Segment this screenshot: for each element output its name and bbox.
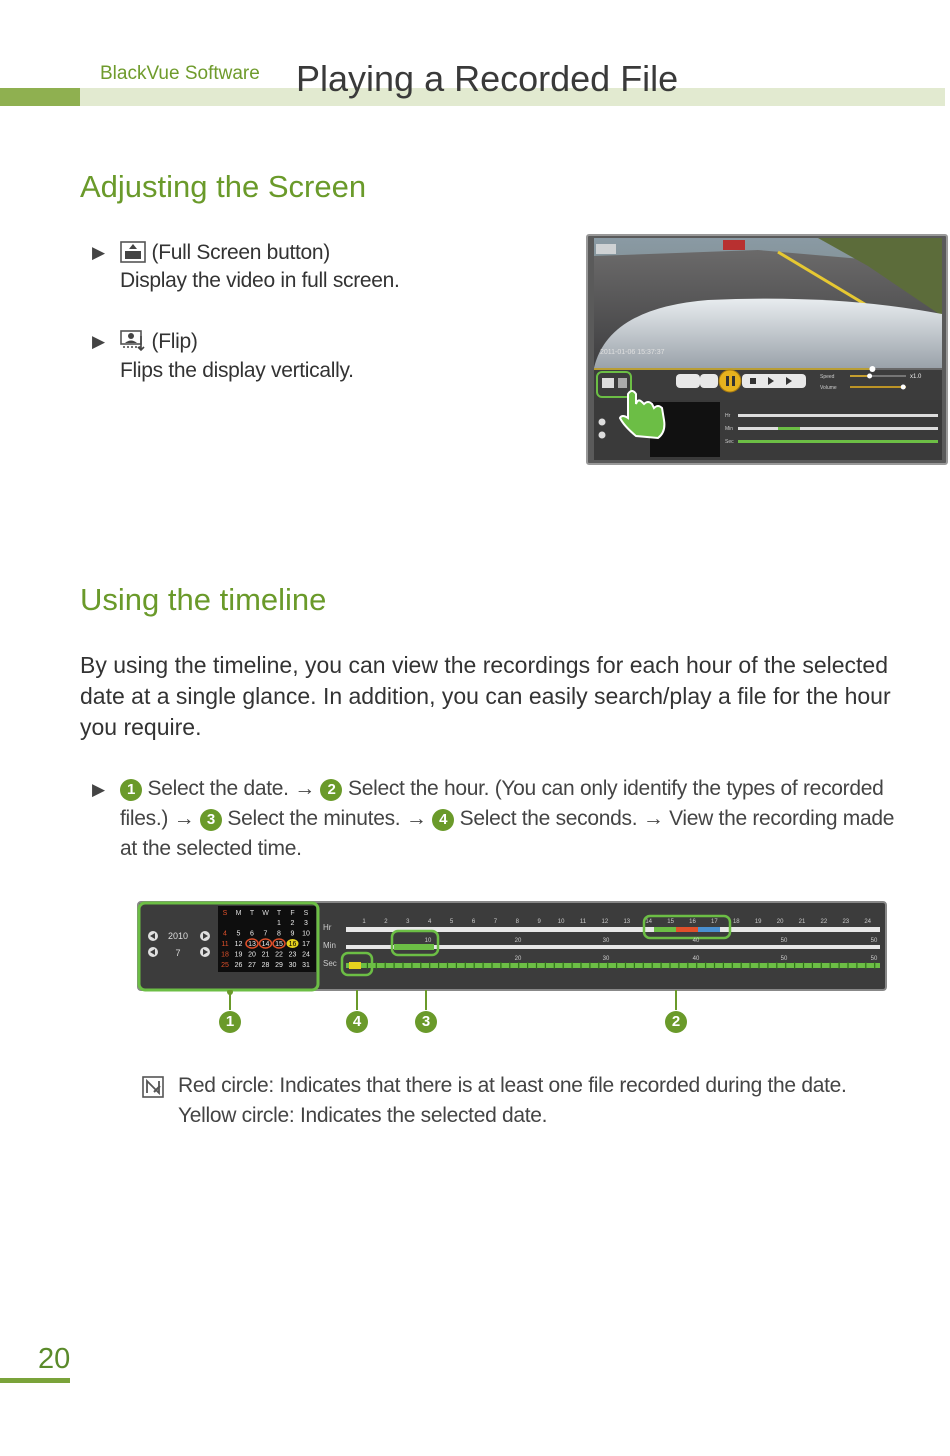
steps-line3: at the selected time. — [120, 837, 302, 860]
second-label: 30 — [602, 956, 610, 962]
calendar-day[interactable]: 28 — [261, 962, 270, 969]
bullet-arrow-icon: ▶ — [92, 780, 106, 799]
hour-label: 2 — [384, 919, 388, 925]
calendar-day[interactable]: 1 — [277, 920, 281, 927]
year-prev-icon[interactable] — [599, 419, 606, 426]
calendar-day[interactable]: 13 — [248, 941, 256, 948]
pause-button[interactable] — [719, 370, 741, 392]
note-icon — [142, 1076, 164, 1103]
bullet-arrow-icon: ▶ — [92, 243, 106, 262]
hour-label: 4 — [428, 919, 432, 925]
hour-label: 14 — [645, 919, 653, 925]
hour-label: 5 — [449, 919, 454, 925]
hour-label: 18 — [732, 919, 740, 925]
callout-lines — [136, 990, 888, 1050]
calendar-day[interactable]: 27 — [248, 962, 256, 969]
second-tick — [812, 962, 813, 969]
calendar-day[interactable]: 8 — [277, 930, 281, 938]
step-number-4: 4 — [432, 809, 454, 831]
second-tick — [785, 962, 786, 969]
second-tick — [589, 962, 590, 969]
min-label: Min — [323, 941, 336, 950]
second-tick — [554, 962, 555, 969]
calendar-day[interactable]: 10 — [302, 930, 310, 938]
second-tick — [705, 962, 706, 969]
second-tick — [367, 962, 368, 969]
flip-label: (Flip) — [151, 330, 198, 353]
pause-icon — [726, 376, 729, 386]
second-tick — [758, 962, 759, 969]
sec-label: Sec — [323, 959, 337, 968]
step4-text: Select the seconds. — [459, 807, 638, 830]
second-tick — [874, 962, 875, 969]
second-tick — [625, 962, 626, 969]
adjust-section-title: Adjusting the Screen — [80, 169, 367, 204]
step-arrow: → — [294, 777, 315, 800]
calendar-day[interactable]: 5 — [236, 930, 241, 938]
calendar-day[interactable]: 9 — [290, 930, 295, 938]
second-tick — [456, 962, 457, 969]
min-bar-small[interactable] — [738, 427, 938, 430]
volume-knob[interactable] — [901, 385, 906, 390]
second-tick — [394, 962, 395, 969]
fullscreen-desc: Display the video in full screen. — [120, 269, 400, 292]
minute-label: 40 — [692, 938, 700, 944]
hour-label: 20 — [776, 919, 784, 925]
speed-value: x1.0 — [910, 374, 922, 380]
calendar-day[interactable]: 15 — [275, 941, 283, 948]
second-label: 50 — [870, 956, 878, 962]
calendar-day[interactable]: 30 — [288, 962, 297, 969]
second-tick — [634, 962, 635, 969]
second-tick — [687, 962, 688, 969]
calendar-day[interactable]: 24 — [302, 951, 310, 959]
second-tick — [420, 962, 421, 969]
calendar-day[interactable]: 4 — [223, 930, 227, 938]
second-tick — [865, 962, 866, 969]
calendar-day[interactable]: 29 — [275, 962, 283, 969]
second-tick — [563, 962, 564, 969]
hour-label: 23 — [842, 919, 850, 925]
video-timestamp: 2011-01-06 15:37:37 — [600, 349, 665, 356]
second-tick — [616, 962, 617, 969]
step3-text: Select the minutes. — [227, 807, 401, 830]
second-tick — [661, 962, 662, 969]
second-tick — [545, 962, 546, 969]
minute-record — [394, 944, 434, 950]
callout-number-4: 4 — [346, 1011, 368, 1033]
hour-label: 1 — [362, 919, 366, 925]
speed-label: Speed — [820, 374, 835, 380]
minute-label: 50 — [870, 938, 878, 944]
second-tick — [527, 962, 528, 969]
hour-label: 11 — [579, 919, 587, 925]
hr-bar-small[interactable] — [738, 414, 938, 417]
calendar-day[interactable]: 25 — [221, 962, 229, 969]
calendar-day[interactable]: 17 — [302, 941, 310, 948]
second-tick — [830, 962, 831, 969]
second-tick — [438, 962, 439, 969]
hr-label-small: Hr — [725, 413, 731, 419]
note-line2: Yellow circle: Indicates the selected date. — [178, 1104, 548, 1127]
second-tick — [714, 962, 715, 969]
calendar-day[interactable]: 31 — [302, 962, 310, 969]
second-tick — [536, 962, 537, 969]
minute-label: 20 — [514, 938, 522, 944]
calendar-day[interactable]: 3 — [304, 920, 308, 927]
second-tick — [652, 962, 653, 969]
selected-second-marker — [349, 962, 361, 969]
minute-label: 30 — [602, 938, 610, 944]
sec-label-small: Sec — [725, 439, 734, 445]
fullscreen-item — [120, 238, 330, 267]
step-number-2: 2 — [320, 779, 342, 801]
step2-text: Select the hour. (You can only identify the types of recorded — [348, 777, 884, 800]
header-section: BlackVue Software — [100, 63, 260, 84]
stop-icon — [750, 378, 756, 384]
timeline-intro-line3: you require. — [80, 714, 202, 740]
player-screenshot — [586, 234, 948, 465]
second-tick — [509, 962, 510, 969]
hr-label: Hr — [323, 923, 332, 932]
page-title: Playing a Recorded File — [296, 58, 679, 99]
second-label: 20 — [514, 956, 522, 962]
page-number-underline — [0, 1378, 70, 1383]
hour-label: 16 — [689, 919, 696, 925]
pause-icon — [732, 376, 735, 386]
timeline-svg — [136, 900, 888, 992]
hour-record-normal — [654, 927, 676, 932]
minute-label: 50 — [780, 938, 788, 944]
callout-number-2: 2 — [665, 1011, 687, 1033]
second-tick — [821, 962, 822, 969]
second-tick — [678, 962, 679, 969]
calendar-day[interactable]: 12 — [234, 941, 243, 948]
hour-label: 17 — [711, 919, 718, 925]
calendar-day[interactable]: 18 — [221, 951, 229, 959]
second-label: 40 — [692, 956, 700, 962]
second-tick — [847, 962, 848, 969]
fullscreen-icon — [120, 241, 146, 263]
calendar-year: 2010 — [167, 931, 189, 941]
second-tick — [856, 962, 857, 969]
second-tick — [750, 962, 751, 969]
month-prev-icon[interactable] — [599, 432, 606, 439]
hour-label: 22 — [820, 919, 828, 925]
steps-line2 — [120, 804, 894, 834]
second-tick — [518, 962, 519, 969]
second-tick — [376, 962, 377, 969]
second-label: 50 — [780, 956, 788, 962]
second-tick — [474, 962, 475, 969]
calendar-day[interactable]: 6 — [250, 930, 254, 938]
second-tick — [776, 962, 777, 969]
rewind-button[interactable] — [700, 374, 718, 388]
second-tick — [669, 962, 670, 969]
hour-label: 6 — [471, 919, 476, 925]
hour-label: 19 — [754, 919, 762, 925]
timeline-figure — [136, 900, 888, 992]
progress-knob[interactable] — [869, 366, 875, 372]
bullet-arrow-icon: ▶ — [92, 332, 106, 351]
callout-number-3: 3 — [415, 1011, 437, 1033]
second-tick — [741, 962, 742, 969]
calendar-weekday: W — [262, 910, 269, 917]
hour-label: 13 — [623, 919, 631, 925]
step2-cont: files.) — [120, 807, 169, 830]
step-number-1: 1 — [120, 779, 142, 801]
timeline-section-title: Using the timeline — [80, 582, 327, 617]
hour-label: 7 — [493, 919, 498, 925]
calendar-day[interactable]: 11 — [221, 941, 229, 948]
hour-label: 10 — [557, 919, 565, 925]
calendar-day[interactable]: 20 — [248, 951, 256, 959]
steps-line1 — [120, 774, 883, 804]
second-tick — [447, 962, 448, 969]
speed-knob[interactable] — [867, 374, 872, 379]
timeline-intro-line2: date at a single glance. In addition, you can easily search/play a file for the hour — [80, 683, 891, 709]
hour-record-parking — [698, 927, 720, 932]
second-tick — [723, 962, 724, 969]
hour-label: 15 — [667, 919, 674, 925]
step1-text: Select the date. — [147, 777, 289, 800]
prev-file-button[interactable] — [676, 374, 700, 388]
fullscreen-label: (Full Screen button) — [151, 241, 330, 264]
calendar-day[interactable]: 23 — [288, 951, 297, 959]
second-tick — [572, 962, 573, 969]
calendar-weekday: S — [303, 910, 309, 917]
hour-label: 3 — [406, 919, 410, 925]
flip-icon — [120, 330, 146, 352]
hour-label: 8 — [515, 919, 519, 925]
sec-bar-small[interactable] — [738, 440, 938, 443]
second-tick — [803, 962, 804, 969]
second-tick — [794, 962, 795, 969]
calendar-day[interactable]: 16 — [288, 941, 297, 948]
second-tick — [385, 962, 386, 969]
calendar-day[interactable]: 2 — [290, 920, 295, 927]
calendar-day[interactable]: 7 — [263, 930, 268, 938]
step-arrow: → — [405, 807, 427, 830]
second-tick — [580, 962, 581, 969]
page-number: 20 — [38, 1343, 71, 1375]
second-tick — [732, 962, 733, 969]
car-left — [596, 244, 616, 254]
step-number-3: 3 — [200, 809, 222, 831]
second-tick — [839, 962, 840, 969]
min-label-small: Min — [725, 426, 734, 432]
step-arrow: → — [173, 807, 195, 830]
second-tick — [483, 962, 484, 969]
second-tick — [607, 962, 608, 969]
second-tick — [491, 962, 492, 969]
second-tick — [402, 962, 403, 969]
calendar-weekday: T — [276, 910, 282, 917]
volume-label: Volume — [820, 385, 837, 391]
hour-label: 12 — [601, 919, 609, 925]
callout-dot-1 — [227, 990, 233, 995]
flip-item — [120, 327, 198, 356]
second-tick — [465, 962, 466, 969]
hour-label: 9 — [537, 919, 541, 925]
calendar-day[interactable]: 26 — [234, 962, 243, 969]
min-record-small — [778, 427, 800, 430]
calendar-day[interactable]: 14 — [261, 941, 270, 948]
second-tick — [696, 962, 697, 969]
flip-button[interactable] — [618, 378, 627, 388]
calendar-day[interactable]: 19 — [234, 951, 243, 959]
second-bar[interactable] — [346, 963, 880, 968]
second-tick — [643, 962, 644, 969]
calendar-weekday: T — [249, 910, 255, 917]
timeline-intro-line1: By using the timeline, you can view the recordings for each hour of the selected — [80, 652, 889, 678]
hour-label: 21 — [798, 919, 806, 925]
hour-label: 24 — [864, 919, 872, 925]
second-tick — [598, 962, 599, 969]
second-tick — [500, 962, 501, 969]
calendar-weekday: S — [222, 910, 228, 917]
calendar-month: 7 — [175, 948, 181, 958]
hour-record-event — [676, 927, 698, 932]
second-tick — [429, 962, 430, 969]
step-end-text: View the recording made — [669, 807, 895, 830]
fullscreen-button[interactable] — [602, 378, 614, 388]
callout-number-1: 1 — [219, 1011, 241, 1033]
calendar-day[interactable]: 22 — [275, 951, 283, 959]
minute-label: 10 — [424, 938, 432, 944]
player-figure — [588, 236, 946, 463]
note-line1: Red circle: Indicates that there is at least one file recorded during the date. — [178, 1074, 847, 1097]
second-tick — [767, 962, 768, 969]
calendar-day[interactable]: 21 — [261, 951, 270, 959]
step-arrow: → — [642, 807, 664, 830]
second-tick — [411, 962, 412, 969]
calendar-weekday: M — [235, 910, 242, 917]
car-ahead — [723, 240, 745, 250]
header-accent-bar — [0, 88, 80, 106]
flip-desc: Flips the display vertically. — [120, 359, 354, 382]
calendar-weekday: F — [290, 910, 295, 917]
